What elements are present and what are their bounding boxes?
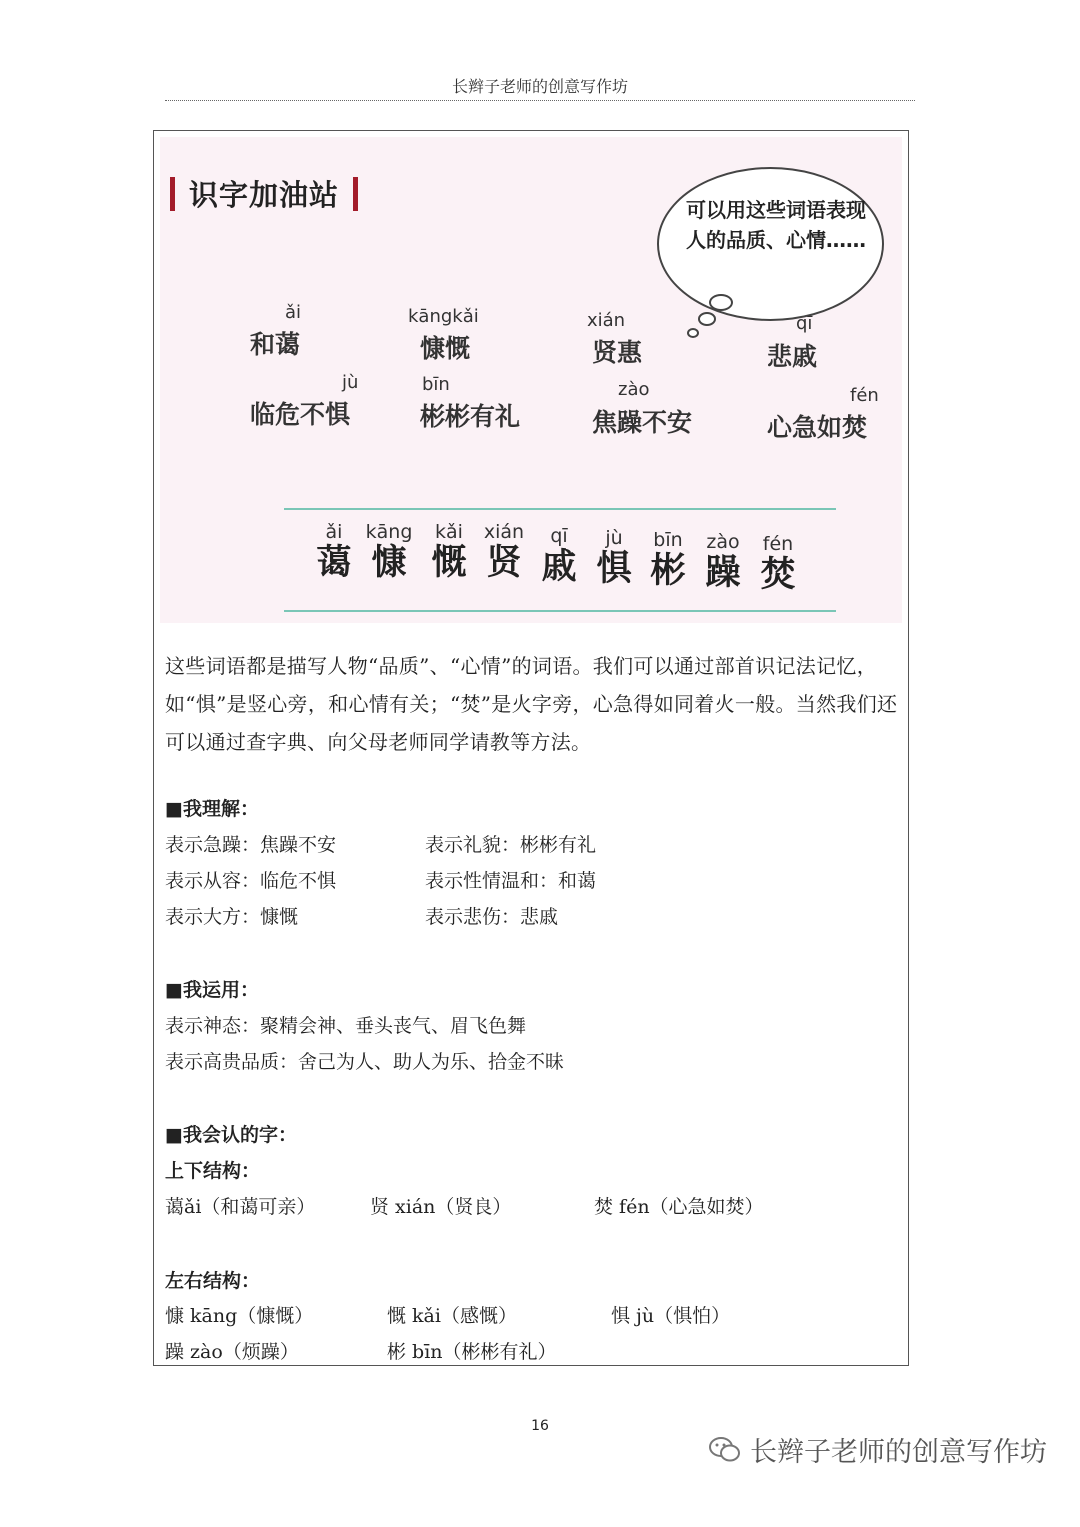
bubble-dot <box>709 294 733 311</box>
word-pinyin: jù <box>342 372 359 393</box>
char-pinyin: kāng <box>365 521 413 543</box>
understand-heading: ■我理解： <box>165 798 259 820</box>
char-cell <box>422 521 476 583</box>
char-pinyin: qī <box>550 525 568 547</box>
top-bottom-label: 上下结构： <box>165 1160 261 1182</box>
understand-item: 表示急躁：焦躁不安 <box>165 834 337 856</box>
word-pinyin: fén <box>850 385 879 406</box>
char-pinyin: zào <box>706 531 740 553</box>
char-pinyin: xián <box>483 521 525 543</box>
char-cell <box>751 533 805 595</box>
page-header-title: 长辫子老师的创意写作坊 <box>451 77 628 96</box>
understand-item: 表示性情温和：和蔼 <box>425 870 597 892</box>
char-glyph: 躁 <box>705 553 741 593</box>
char-entry: 慨 kǎi（感慨） <box>387 1305 517 1327</box>
char-entry: 焚 fén（心急如焚） <box>594 1196 764 1218</box>
vocab-word: 心急如焚 <box>767 413 868 442</box>
wechat-icon <box>708 1435 742 1465</box>
char-cell <box>477 521 531 583</box>
char-glyph: 蔼 <box>316 543 352 583</box>
char-pinyin: kǎi <box>435 521 463 543</box>
vocab-word: 和蔼 <box>250 330 301 359</box>
understand-item: 表示大方：慷慨 <box>165 906 299 928</box>
char-entry: 慷 kāng（慷慨） <box>165 1305 314 1327</box>
textbook-image <box>160 137 902 623</box>
char-cell <box>587 527 641 589</box>
section-title <box>170 173 358 214</box>
understand-item: 表示礼貌：彬彬有礼 <box>425 834 597 856</box>
vocab-word: 临危不惧 <box>250 400 351 429</box>
word-pinyin: qī <box>796 313 813 334</box>
char-entry: 躁 zào（烦躁） <box>165 1341 299 1363</box>
watermark <box>708 1430 1047 1469</box>
char-cell <box>641 529 695 591</box>
title-bar-right <box>353 177 358 211</box>
char-cell <box>307 521 361 583</box>
char-pinyin: ǎi <box>325 521 343 543</box>
char-pinyin: jù <box>605 527 623 549</box>
char-cell <box>696 531 750 593</box>
vocab-word: 贤惠 <box>592 338 643 367</box>
char-glyph: 焚 <box>760 555 796 595</box>
char-strip-top-rule <box>284 508 836 510</box>
char-pinyin: bīn <box>653 529 683 551</box>
recognize-heading: ■我会认的字： <box>165 1124 297 1146</box>
char-entry: 惧 jù（惧怕） <box>611 1305 731 1327</box>
thought-bubble <box>657 167 884 321</box>
understand-item: 表示从容：临危不惧 <box>165 870 337 892</box>
word-pinyin: zào <box>618 379 650 400</box>
page-number: 16 <box>531 1418 549 1434</box>
char-entry: 蔼ǎi（和蔼可亲） <box>165 1196 316 1218</box>
bubble-dot <box>698 312 716 326</box>
char-strip-bottom-rule <box>284 610 836 612</box>
section-title-text: 识字加油站 <box>189 178 340 212</box>
header-divider <box>165 100 915 101</box>
char-pinyin: fén <box>762 533 794 555</box>
char-glyph: 彬 <box>650 551 686 591</box>
char-entry: 贤 xián（贤良） <box>370 1196 512 1218</box>
vocab-word: 焦躁不安 <box>592 408 693 437</box>
word-pinyin: ǎi <box>285 302 302 323</box>
watermark-text: 长辫子老师的创意写作坊 <box>750 1437 1047 1468</box>
apply-line: 表示神态：聚精会神、垂头丧气、眉飞色舞 <box>165 1015 527 1037</box>
char-entry: 彬 bīn（彬彬有礼） <box>387 1341 557 1363</box>
left-right-label: 左右结构： <box>165 1270 261 1292</box>
char-glyph: 贤 <box>486 543 522 583</box>
apply-line: 表示高贵品质：舍己为人、助人为乐、拾金不昧 <box>165 1051 565 1073</box>
vocab-word: 慷慨 <box>420 334 471 363</box>
thought-bubble-text: 可以用这些词语表现人的品质、心情…… <box>686 198 866 252</box>
bubble-dot <box>687 328 699 338</box>
title-bar-left <box>170 177 175 211</box>
char-glyph: 慨 <box>431 543 467 583</box>
intro-paragraph: 这些词语都是描写人物“品质”、“心情”的词语。我们可以通过部首识记法记忆，如“惧”是竖心旁，和心情有关；“焚”是火字旁，心急得如同着火一般。当然我们还可以通过查字典、向父母老师同学请教等方法。 <box>165 654 898 754</box>
understand-item: 表示悲伤：悲戚 <box>425 906 559 928</box>
word-pinyin: kāngkǎi <box>408 306 479 327</box>
char-glyph: 戚 <box>541 547 577 587</box>
word-pinyin: bīn <box>422 374 450 395</box>
word-pinyin: xián <box>587 310 626 331</box>
vocab-word: 悲戚 <box>767 342 818 371</box>
char-cell <box>362 521 416 583</box>
apply-heading: ■我运用： <box>165 979 259 1001</box>
char-cell <box>532 525 586 587</box>
char-glyph: 慷 <box>371 543 407 583</box>
vocab-word: 彬彬有礼 <box>420 402 521 431</box>
char-glyph: 惧 <box>596 549 632 589</box>
